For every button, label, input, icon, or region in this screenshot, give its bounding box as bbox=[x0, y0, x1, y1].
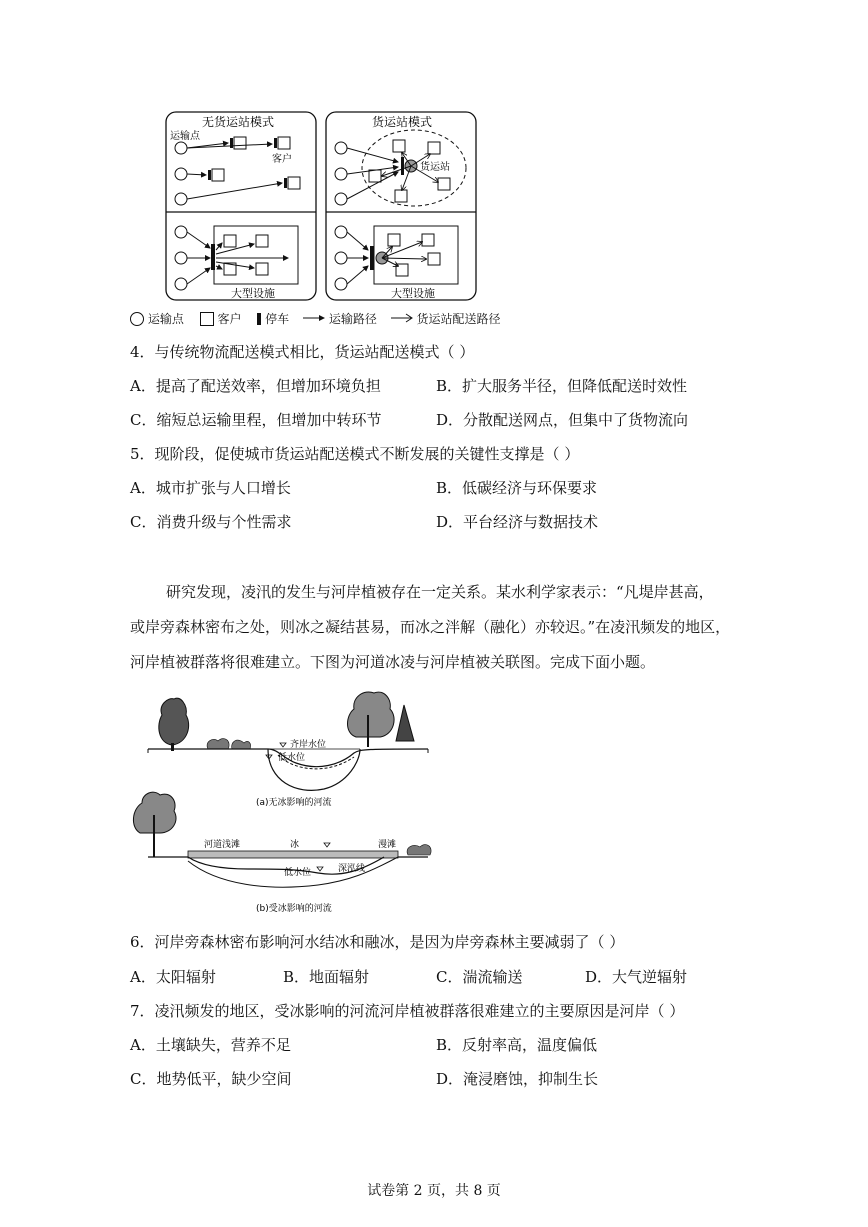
label-customer: 客户 bbox=[272, 154, 292, 165]
q7-option-c[interactable]: C．地势低平，缺少空间 bbox=[130, 1070, 292, 1088]
q6-option-d[interactable]: D．大气逆辐射 bbox=[585, 968, 688, 986]
q7-option-b[interactable]: B．反射率高，温度偏低 bbox=[436, 1036, 598, 1054]
legend-square-icon bbox=[200, 312, 214, 326]
panel-title-station: 货运站模式 bbox=[372, 115, 433, 129]
q7-option-d[interactable]: D．淹浸磨蚀，抑制生长 bbox=[436, 1070, 599, 1088]
thalweg-label: 深泓线 bbox=[338, 864, 366, 874]
shoal-label: 河道浅滩 bbox=[204, 840, 241, 850]
caption-b: (b)受冰影响的河流 bbox=[256, 904, 332, 914]
passage-line-1: 研究发现，凌汛的发生与河岸植被存在一定关系。某水利学家表示：“凡堤岸甚高， bbox=[166, 583, 714, 601]
low-level-b-label: 低水位 bbox=[284, 868, 312, 878]
q7-stem: 7．凌汛频发的地区，受冰影响的河流河岸植被群落很难建立的主要原因是河岸（ ） bbox=[130, 1002, 685, 1020]
q5-option-d[interactable]: D．平台经济与数据技术 bbox=[436, 513, 599, 531]
passage-line-2: 或岸旁森林密布之处，则冰之凝结甚易，而冰之泮解（融化）亦较迟。”在凌汛频发的地区， bbox=[130, 618, 731, 636]
q4-option-a[interactable]: A．提高了配送效率，但增加环境负担 bbox=[130, 377, 381, 395]
q6-stem: 6．河岸旁森林密布影响河水结冰和融冰，是因为岸旁森林主要减弱了（ ） bbox=[130, 933, 625, 951]
bank-full-level-label: 齐岸水位 bbox=[290, 740, 327, 750]
legend-parking: 停车 bbox=[265, 312, 290, 326]
q4-option-c[interactable]: C．缩短总运输里程，但增加中转环节 bbox=[130, 411, 382, 429]
q5-option-b[interactable]: B．低碳经济与环保要求 bbox=[436, 479, 598, 497]
panel-title-no-station: 无货运站模式 bbox=[202, 115, 275, 129]
legend-parking-icon bbox=[257, 313, 261, 325]
river-ice-diagram bbox=[128, 685, 448, 920]
river-a bbox=[148, 692, 428, 808]
label-freight-station: 货运站 bbox=[420, 162, 450, 173]
q6-option-c[interactable]: C．湍流输送 bbox=[436, 968, 523, 986]
page-footer: 试卷第 2 页，共 8 页 bbox=[367, 1183, 501, 1199]
q5-stem: 5．现阶段，促使城市货运站配送模式不断发展的关键性支撑是（ ） bbox=[130, 445, 580, 463]
legend-transport-route-icon bbox=[303, 312, 325, 326]
legend-station-route: 货运站配送路径 bbox=[416, 312, 501, 326]
q4-option-d[interactable]: D．分散配送网点，但集中了货物流向 bbox=[436, 411, 689, 429]
floodplain-label: 漫滩 bbox=[378, 840, 397, 850]
passage-line-3: 河岸植被群落将很难建立。下图为河道冰凌与河岸植被关联图。完成下面小题。 bbox=[130, 653, 656, 671]
legend-customer: 客户 bbox=[217, 312, 242, 326]
diagram-legend bbox=[130, 310, 501, 328]
label-facility-right: 大型设施 bbox=[391, 287, 435, 300]
caption-a: (a)无冰影响的河流 bbox=[256, 798, 332, 808]
q5-option-c[interactable]: C．消费升级与个性需求 bbox=[130, 513, 292, 531]
q4-stem: 4．与传统物流配送模式相比，货运站配送模式（ ） bbox=[130, 343, 475, 361]
river-b bbox=[133, 792, 431, 914]
legend-circle-icon bbox=[130, 312, 144, 326]
low-level-a-label: 低水位 bbox=[278, 753, 306, 763]
legend-station-route-icon bbox=[391, 312, 413, 326]
legend-transport-point: 运输点 bbox=[147, 312, 184, 326]
label-facility-left: 大型设施 bbox=[231, 287, 275, 300]
q4-option-b[interactable]: B．扩大服务半径，但降低配送时效性 bbox=[436, 377, 688, 395]
label-transport-point: 运输点 bbox=[170, 131, 200, 142]
legend-transport-route: 运输路径 bbox=[328, 312, 377, 326]
q6-option-b[interactable]: B．地面辐射 bbox=[283, 968, 370, 986]
q5-option-a[interactable]: A．城市扩张与人口增长 bbox=[130, 479, 291, 497]
q7-option-a[interactable]: A．土壤缺失，营养不足 bbox=[130, 1036, 291, 1054]
ice-label: 冰 bbox=[290, 840, 300, 850]
logistics-diagram bbox=[160, 108, 510, 330]
q6-option-a[interactable]: A．太阳辐射 bbox=[130, 968, 216, 986]
